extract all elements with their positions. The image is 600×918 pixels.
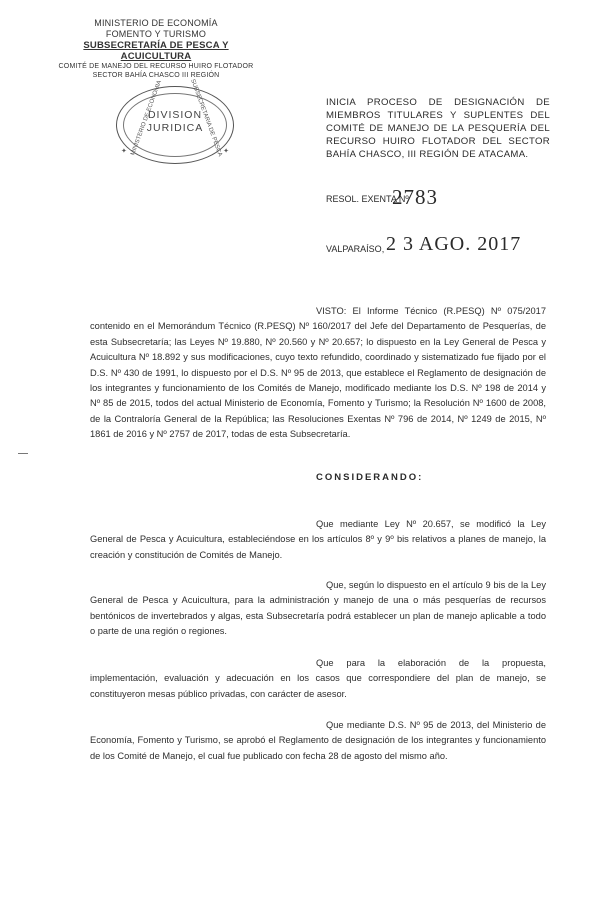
considerando-4: Que mediante D.S. Nº 95 de 2013, del Ministerio de Economía, Fomento y Turismo, se aprobó el Reglamento de designación de los integrantes y funcionamiento de los Comité de Manejo, el cual fue publicado con fecha 28 de agosto del mismo año. bbox=[90, 720, 546, 761]
stamp-arc-right: SUBSECRETARIA DE PESCA bbox=[189, 78, 223, 158]
resolution-label: RESOL. EXENTA Nº bbox=[326, 194, 409, 204]
letterhead bbox=[56, 18, 256, 80]
committee-line-1: COMITÉ DE MANEJO DEL RECURSO HUIRO FLOTADOR bbox=[58, 63, 254, 70]
ministry-name: MINISTERIO DE ECONOMÍA bbox=[94, 18, 218, 28]
subsecretaria-name: SUBSECRETARÍA DE PESCA Y ACUICULTURA bbox=[83, 40, 229, 62]
considerando-2: Que, según lo dispuesto en el artículo 9 bis de la Ley General de Pesca y Acuicultura, para la administración y manejo de una o más pesquerías de recursos bentónicos de invertebrados y algas, esta Subsecretaría podrá establecer un plan de manejo aplicable a todo o parte de una región o regiones. bbox=[90, 580, 546, 637]
star-icon: ✦ bbox=[223, 148, 229, 155]
considerando-1: Que mediante Ley Nº 20.657, se modificó la Ley General de Pesca y Acuicultura, estableciéndose en los artículos 8º y 9º bis relativos a planes de manejo, la creación y constitución de Comités de Manejo. bbox=[90, 519, 546, 560]
considerando-3: Que para la elaboración de la propuesta, implementación, evaluación y adecuación en los casos que correspondiere del plan de manejo, se constituyeron mesas público privadas, con carácter de asesor. bbox=[90, 658, 546, 699]
stamp-line-2: JURIDICA bbox=[146, 122, 204, 134]
resolution-title: INICIA PROCESO DE DESIGNACIÓN DE MIEMBROS TITULARES Y SUPLENTES DEL COMITÉ DE MANEJO DE LA PESQUERÍA DEL RECURSO HUIRO FLOTADOR DEL SECTOR BAHÍA CHASCO, III REGIÓN DE ATACAMA. bbox=[326, 97, 550, 160]
date-value: 2 3 AGO. 2017 bbox=[386, 233, 522, 255]
date-place: VALPARAÍSO, bbox=[326, 244, 385, 254]
considerando-heading: CONSIDERANDO: bbox=[316, 472, 424, 483]
visto-paragraph: VISTO: El Informe Técnico (R.PESQ) Nº 075/2017 contenido en el Memorándum Técnico (R.PESQ) Nº 160/2017 del Jefe del Departamento de Pesquerías, de esta Subsecretaría; las Leyes Nº 19.880, Nº 20.560 y Nº 20.657; lo dispuesto en la Ley General de Pesca y Acuicultura Nº 18.892 y sus modificaciones, cuyo texto refundido, coordinado y sistematizado fue fijado por el D.S. Nº 430 de 1991, lo dispuesto por el D.S. Nº 95 de 2013, que establece el Reglamento de designación de los integrantes y funcionamiento de los Comités de Manejo, modificado mediante los D.S. Nº 198 de 2014 y Nº 85 de 2015, todos del actual Ministerio de Economía, Fomento y Turismo; la Resolución Nº 1600 de 2008, de la Contraloría General de la República; las Resoluciones Exentas Nº 796 de 2014, Nº 1249 de 2015, Nº 1861 de 2016 y Nº 2757 de 2017, todas de esta Subsecretaría. bbox=[90, 306, 546, 440]
margin-mark bbox=[18, 453, 28, 454]
stamp-arc-left: MINISTERIO DE ECONOMIA bbox=[130, 79, 164, 157]
division-juridica-stamp bbox=[116, 78, 234, 164]
star-icon: ✦ bbox=[121, 148, 127, 155]
resolution-number: 2783 bbox=[392, 185, 438, 209]
ministry-sub: FOMENTO Y TURISMO bbox=[105, 29, 207, 39]
stamp-line-1: DIVISION bbox=[147, 109, 203, 121]
committee-line-2: SECTOR BAHÍA CHASCO III REGIÓN bbox=[92, 72, 220, 79]
stamp-text bbox=[117, 109, 233, 135]
